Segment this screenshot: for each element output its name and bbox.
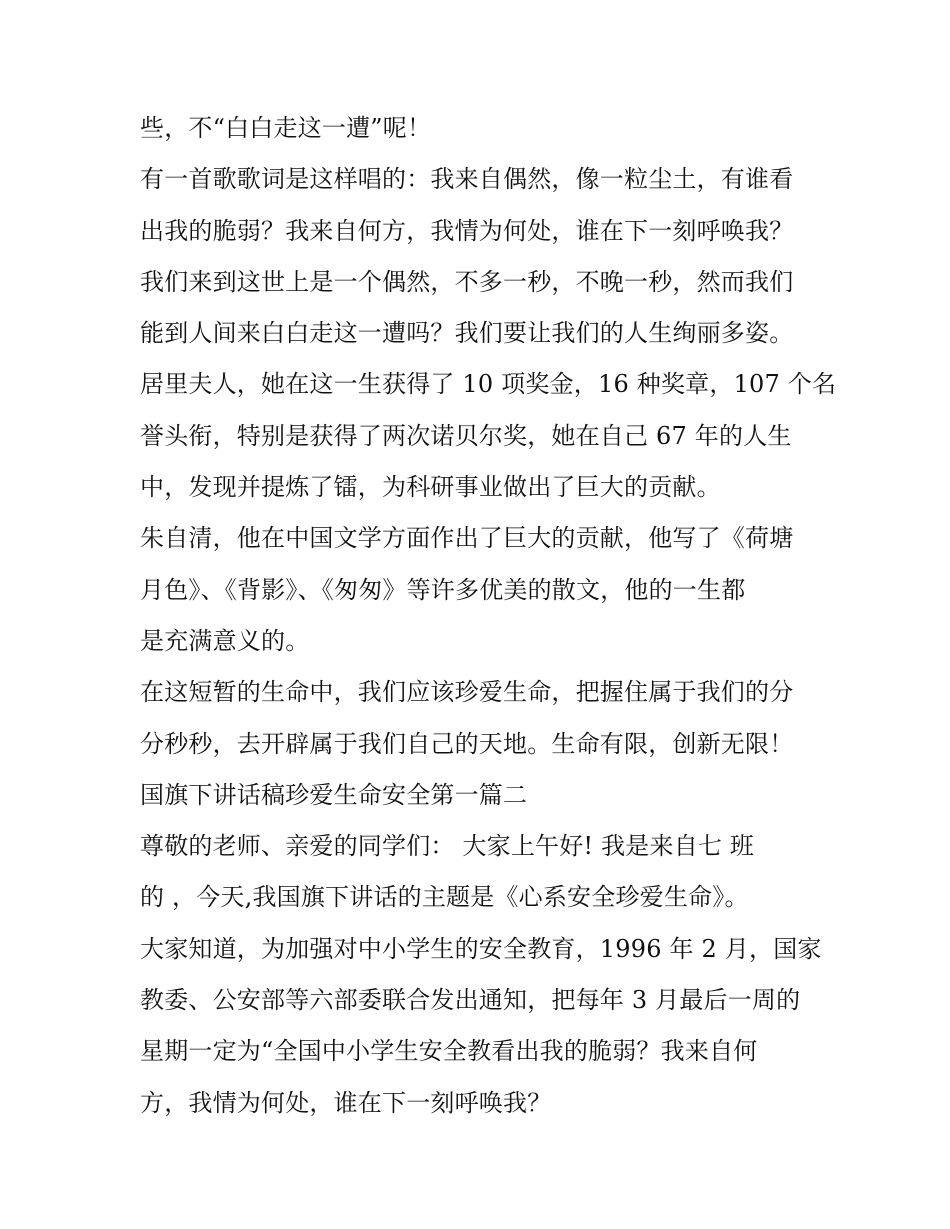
- text-line: 出我的脆弱？我来自何方，我情为何处，谁在下一刻呼唤我？: [140, 216, 794, 245]
- section-heading: 国旗下讲话稿珍爱生命安全第一篇二: [140, 780, 528, 809]
- text-line: 尊敬的老师、亲爱的同学们： 大家上午好! 我是来自七 班: [140, 832, 755, 861]
- document-body: [140, 103, 837, 1129]
- text-line: 在这短暂的生命中，我们应该珍爱生命，把握住属于我们的分: [140, 678, 794, 707]
- text-line: 有一首歌歌词是这样唱的：我来自偶然，像一粒尘土，有谁看: [140, 165, 794, 194]
- text-line: 我们来到这世上是一个偶然，不多一秒，不晚一秒，然而我们: [140, 267, 794, 296]
- text-line: 誉头衔，特别是获得了两次诺贝尔奖，她在自己 67 年的人生: [140, 421, 792, 450]
- text-line: 的 ，今天,我国旗下讲话的主题是《心系安全珍爱生命》。: [140, 883, 749, 912]
- text-line: 些，不“白白走这一遭”呢！: [140, 114, 432, 142]
- text-line: 方，我情为何处，谁在下一刻呼唤我？: [140, 1088, 552, 1117]
- text-line: 中，发现并提炼了镭，为科研事业做出了巨大的贡献。: [140, 473, 721, 502]
- text-line: 居里夫人，她在这一生获得了 10 项奖金，16 种奖章，107 个名: [140, 370, 837, 399]
- text-line: 月色》、《背影》、《匆匆》等许多优美的散文，他的一生都: [140, 575, 746, 604]
- text-line: 能到人间来白白走这一遭吗？我们要让我们的人生绚丽多姿。: [140, 319, 794, 348]
- text-line: 是充满意义的。: [140, 626, 310, 655]
- text-line: 分秒秒，去开辟属于我们自己的天地。生命有限，创新无限！: [140, 729, 794, 758]
- text-line: 朱自清，他在中国文学方面作出了巨大的贡献，他写了《荷塘: [140, 524, 794, 553]
- text-line: 大家知道，为加强对中小学生的安全教育，1996 年 2 月，国家: [140, 934, 822, 963]
- text-line: 教委、公安部等六部委联合发出通知，把每年 3 月最后一周的: [140, 986, 801, 1015]
- text-line: 星期一定为“全国中小学生安全教看出我的脆弱？我来自何: [140, 1037, 758, 1066]
